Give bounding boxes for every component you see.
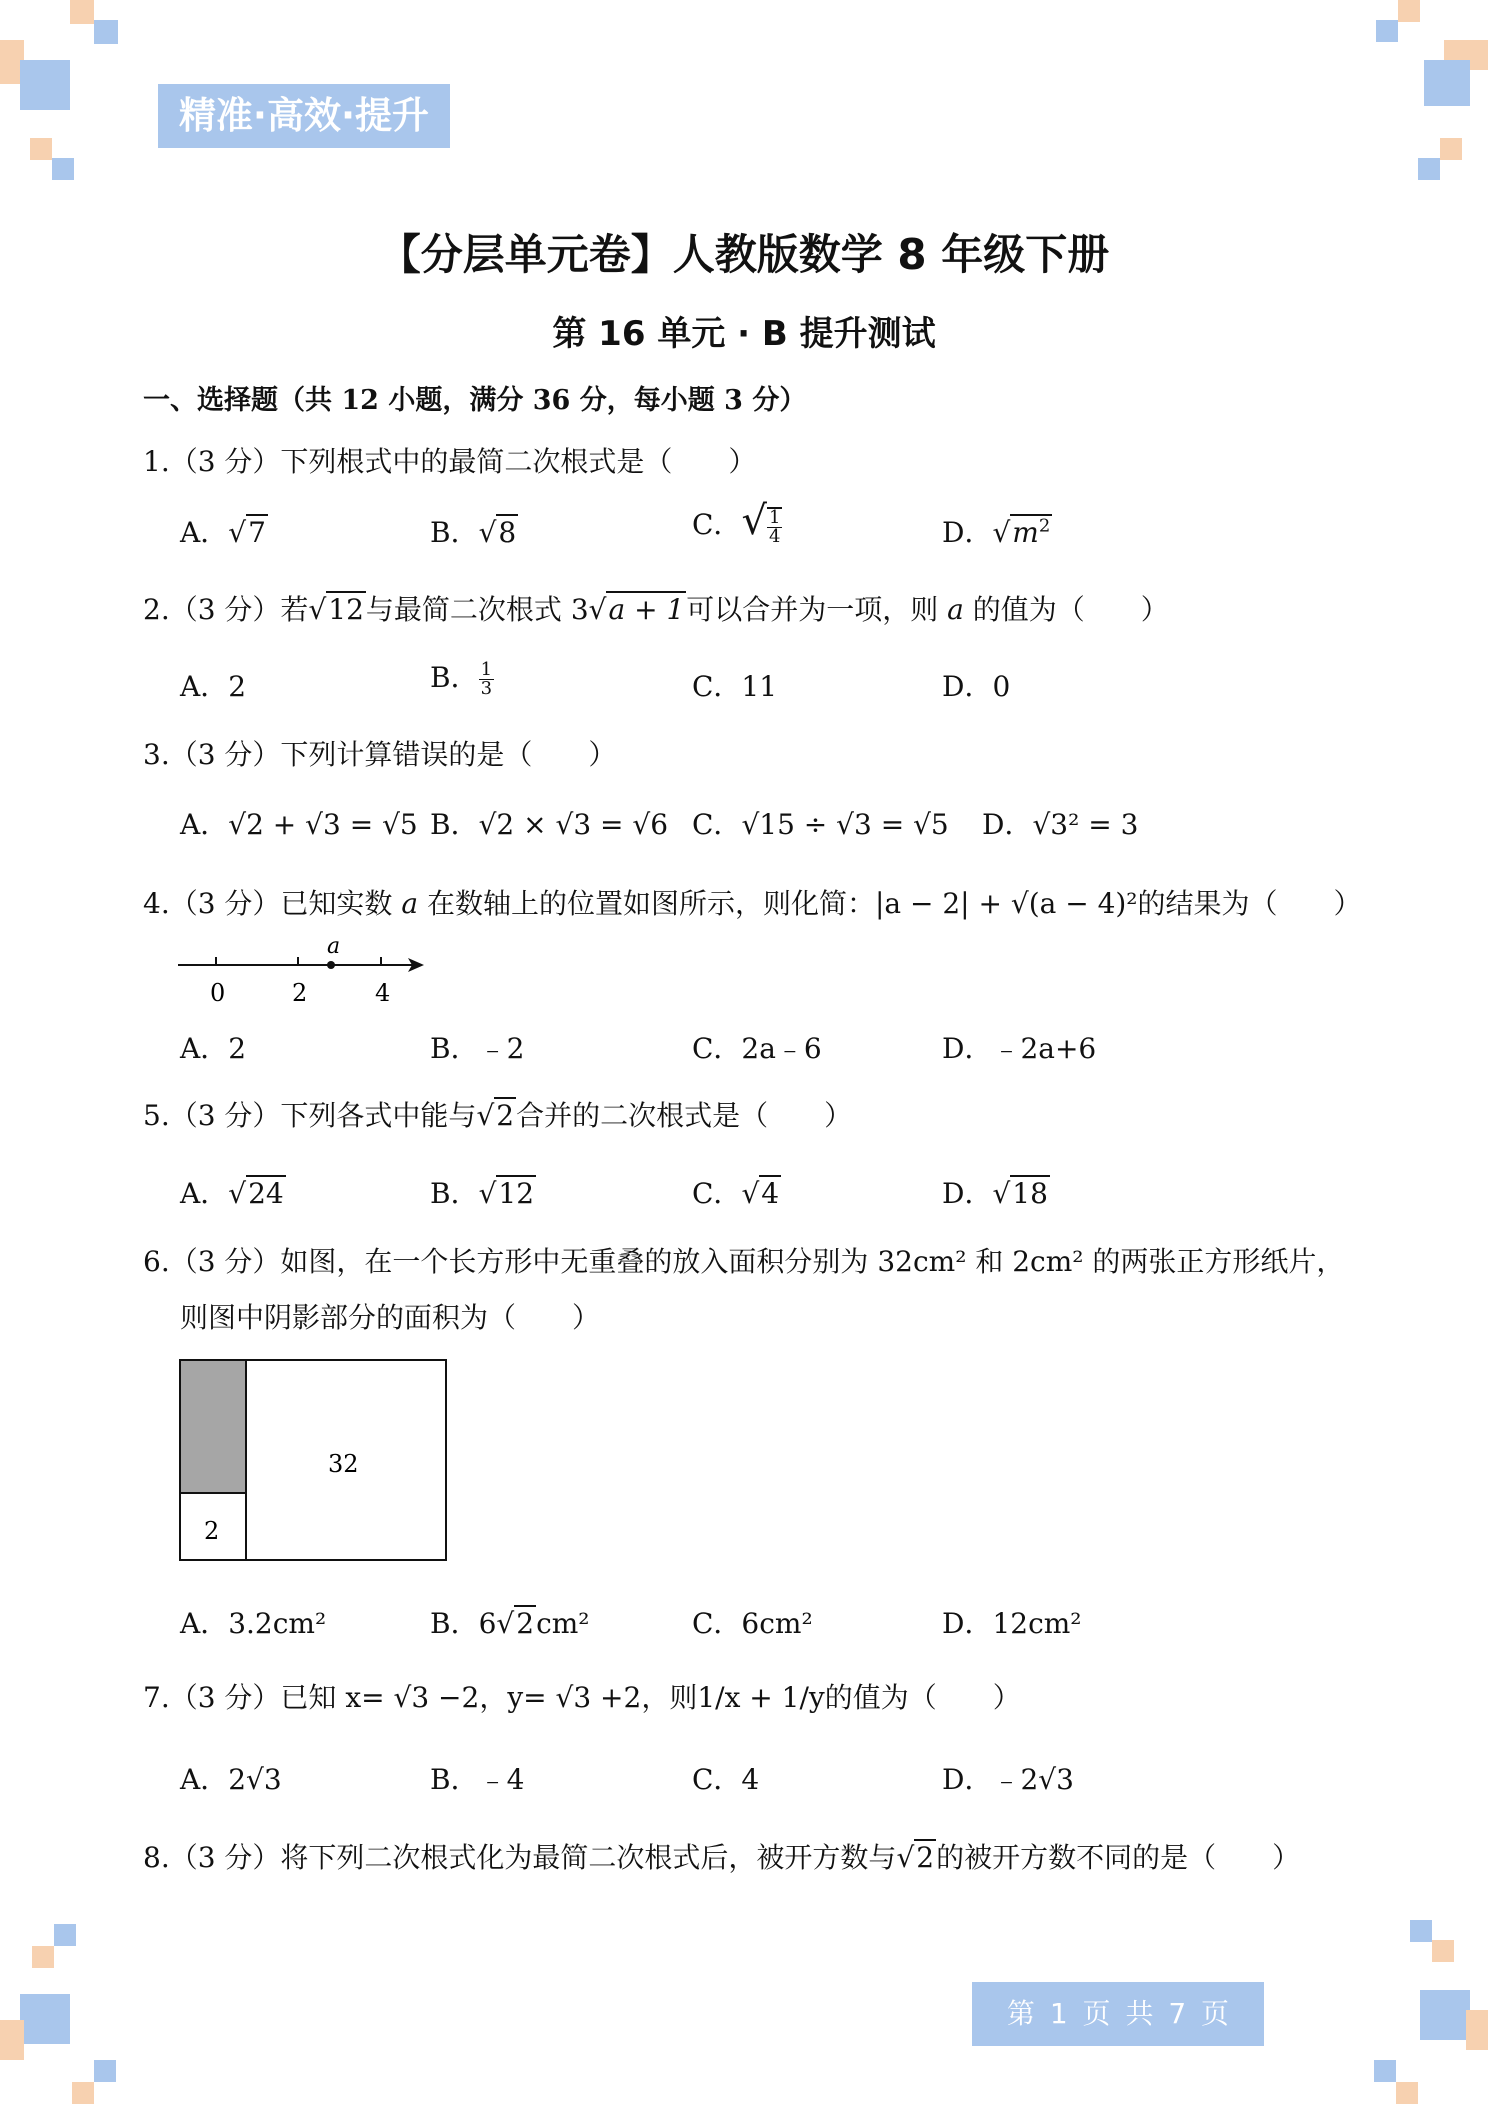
brand-badge: 精准·高效·提升	[158, 84, 450, 148]
question-3-stem: 3.（3 分）下列计算错误的是（ ）	[143, 738, 617, 771]
axis-tick-label: 0	[210, 979, 226, 1007]
corner-decoration	[1432, 1940, 1454, 1962]
question-2-stem: 2.（3 分）若√12与最简二次根式 3√a + 1可以合并为一项，则 a 的值为（ ）	[143, 593, 1169, 626]
q6-option-a: A．3.2cm²	[180, 1607, 327, 1640]
small-square-label: 2	[204, 1517, 220, 1545]
q4-option-c: C．2a﹣6	[692, 1032, 822, 1065]
corner-decoration	[30, 138, 52, 160]
question-8-stem: 8.（3 分）将下列二次根式化为最简二次根式后，被开方数与√2的被开方数不同的是（ ）	[143, 1841, 1301, 1874]
q7-option-b: B．﹣4	[430, 1763, 525, 1796]
q1-option-a: A．√7	[180, 516, 266, 549]
shaded-region	[180, 1360, 246, 1493]
corner-decoration	[94, 20, 118, 44]
question-6-line2: 则图中阴影部分的面积为（ ）	[180, 1301, 601, 1334]
corner-decoration	[1424, 60, 1470, 106]
corner-decoration	[20, 60, 70, 110]
q4-option-d: D．﹣2a+6	[942, 1032, 1097, 1065]
q7-option-a: A．2√3	[180, 1763, 282, 1796]
corner-decoration	[0, 2020, 24, 2060]
q3-option-b: B．√2 × √3 = √6	[430, 808, 669, 841]
q4-option-a: A．2	[180, 1032, 247, 1065]
q5-option-b: B．√12	[430, 1177, 535, 1210]
corner-decoration	[52, 158, 74, 180]
corner-decoration	[1396, 2082, 1418, 2104]
q1-option-d: D．$√m^2$	[942, 515, 1051, 549]
q3-option-c: C．√15 ÷ √3 = √5	[692, 808, 949, 841]
page-title: 【分层单元卷】人教版数学 8 年级下册	[378, 230, 1110, 279]
q4-option-b: B．﹣2	[430, 1032, 525, 1065]
q6-option-b: B．6√2cm²	[430, 1607, 590, 1640]
corner-decoration	[20, 1994, 70, 2044]
question-4-stem: 4.（3 分）已知实数 a 在数轴上的位置如图所示，则化简：|a − 2| + √(a − 4)²的结果为（ ）	[143, 887, 1362, 920]
page-subtitle: 第 16 单元 · B 提升测试	[552, 314, 936, 354]
q6-option-d: D．12cm²	[942, 1607, 1082, 1640]
q5-option-d: D．√18	[942, 1177, 1048, 1210]
number-line	[178, 935, 438, 1007]
axis-tick-label: 2	[292, 979, 308, 1007]
big-square-label: 32	[328, 1450, 359, 1478]
q7-option-d: D．﹣2√3	[942, 1763, 1074, 1796]
section-heading: 一、选择题（共 12 小题，满分 36 分，每小题 3 分）	[143, 385, 807, 416]
corner-decoration	[1420, 1990, 1470, 2040]
q1-option-c: C．√ $\frac{1}{4}$	[692, 498, 781, 547]
question-7-stem: 7.（3 分）已知 x= √3 −2，y= √3 +2，则1/x + 1/y的值为（ ）	[143, 1681, 1021, 1714]
corner-decoration	[32, 1946, 54, 1968]
corner-decoration	[94, 2060, 116, 2082]
rectangle-figure	[178, 1358, 448, 1564]
q5-option-a: A．√24	[180, 1177, 284, 1210]
corner-decoration	[1466, 2010, 1488, 2050]
q5-option-c: C．√4	[692, 1177, 780, 1210]
q3-option-a: A．√2 + √3 = √5	[180, 808, 418, 841]
corner-decoration	[1376, 20, 1398, 42]
corner-decoration	[1374, 2060, 1396, 2082]
question-6-line1: 6.（3 分）如图，在一个长方形中无重叠的放入面积分别为 32cm² 和 2cm² 的两张正方形纸片，	[143, 1245, 1345, 1278]
page-number: 第 1 页 共 7 页	[972, 1982, 1264, 2046]
corner-decoration	[1398, 0, 1420, 22]
corner-decoration	[1418, 158, 1440, 180]
question-5-stem: 5.（3 分）下列各式中能与√2合并的二次根式是（ ）	[143, 1099, 853, 1132]
q3-option-d: D．√3² = 3	[982, 808, 1139, 841]
corner-decoration	[1440, 138, 1462, 160]
q2-option-d: D．0	[942, 670, 1011, 703]
corner-decoration	[54, 1924, 76, 1946]
q2-option-b: B． $\frac{1}{3}$	[430, 659, 493, 699]
q7-option-c: C．4	[692, 1763, 760, 1796]
corner-decoration	[1410, 1920, 1432, 1942]
question-1-stem: 1.（3 分）下列根式中的最简二次根式是（ ）	[143, 445, 757, 478]
corner-decoration	[70, 0, 94, 24]
corner-decoration	[72, 2082, 94, 2104]
q1-option-b: B．√8	[430, 516, 517, 549]
q2-option-a: A．2	[180, 670, 247, 703]
axis-tick-label: 4	[375, 979, 391, 1007]
q2-option-c: C．11	[692, 670, 778, 703]
q6-option-c: C．6cm²	[692, 1607, 813, 1640]
axis-point-label: a	[327, 935, 341, 959]
